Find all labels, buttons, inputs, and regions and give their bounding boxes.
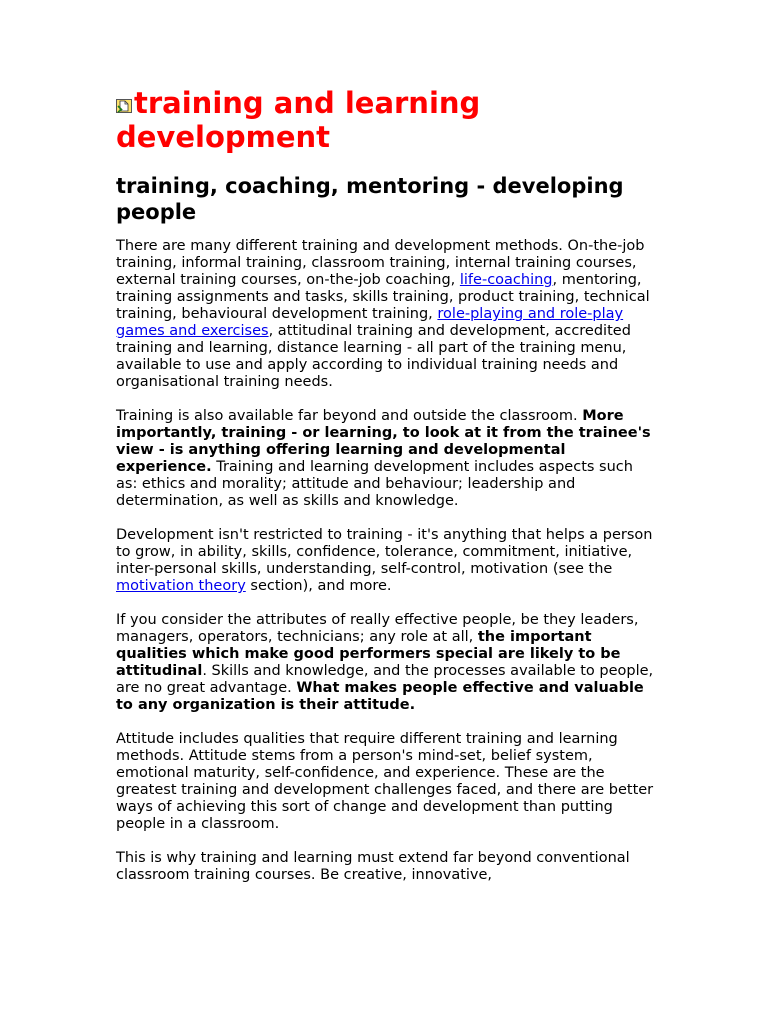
paragraph-attributes bbox=[116, 612, 656, 714]
paragraph-text: There are many different training and development methods. On-the-job training, informal training, classroom training, internal training courses, external training courses, on-the-job coaching, bbox=[116, 238, 645, 288]
paragraph-methods bbox=[116, 238, 656, 391]
paragraph-beyond-courses bbox=[116, 850, 656, 884]
paragraph-development bbox=[116, 527, 656, 595]
paragraph-bold-text: More importantly, training - or learning, to look at it from the trainee's view - is anything offering learning and developmental experience. bbox=[116, 408, 651, 475]
life-coaching-link[interactable]: life-coaching bbox=[459, 272, 553, 288]
paragraph-text: section), and more. bbox=[245, 578, 392, 594]
document-link-icon[interactable] bbox=[116, 86, 132, 100]
paragraph-beyond-classroom bbox=[116, 408, 656, 510]
paragraph-text: , mentoring, training assignments and tasks, skills training, product training, technical training, behavioural development training, bbox=[116, 272, 650, 322]
paragraph-text: , attitudinal training and development, accredited training and learning, distance learning - all part of the training menu, available to use and apply according to individual training needs and organisational training needs. bbox=[116, 323, 631, 390]
page-title-text: training and learning development bbox=[116, 86, 481, 154]
paragraph-text: If you consider the attributes of really effective people, be they leaders, managers, operators, technicians; any role at all, bbox=[116, 612, 639, 645]
paragraph-text: Attitude includes qualities that require different training and learning methods. Attitude stems from a person's mind-set, belief system, emotional maturity, self-confidence, and experience. These are the greatest training and development challenges faced, and there are better ways of achieving this sort of change and development than putting people in a classroom. bbox=[116, 731, 654, 832]
page-title bbox=[116, 86, 656, 154]
paragraph-bold-text: What makes people effective and valuable to any organization is their attitude. bbox=[116, 680, 644, 713]
paragraph-attitude bbox=[116, 731, 656, 833]
paragraph-text: Training and learning development includes aspects such as: ethics and morality; attitude and behaviour; leadership and determination, as well as skills and knowledge. bbox=[116, 459, 633, 509]
role-playing-link[interactable]: role-playing and role-play games and exercises bbox=[116, 306, 624, 339]
document-link-icon-graphic bbox=[116, 99, 132, 113]
paragraph-bold-text: the important qualities which make good performers special are likely to be attitudinal bbox=[116, 629, 621, 679]
page-subtitle: training, coaching, mentoring - developing people bbox=[116, 174, 624, 224]
paragraph-text: Training is also available far beyond and outside the classroom. bbox=[116, 408, 583, 424]
paragraph-text: . Skills and knowledge, and the processes available to people, are no great advantage. bbox=[116, 663, 654, 696]
paragraph-text: This is why training and learning must extend far beyond conventional classroom training courses. Be creative, innovative, bbox=[116, 850, 630, 883]
document-page bbox=[116, 86, 656, 884]
paragraph-text: Development isn't restricted to training - it's anything that helps a person to grow, in ability, skills, confidence, tolerance, commitment, initiative, inter-personal skills, understanding, self-control, motivation (see the bbox=[116, 527, 653, 577]
motivation-theory-link[interactable]: motivation theory bbox=[116, 578, 246, 594]
